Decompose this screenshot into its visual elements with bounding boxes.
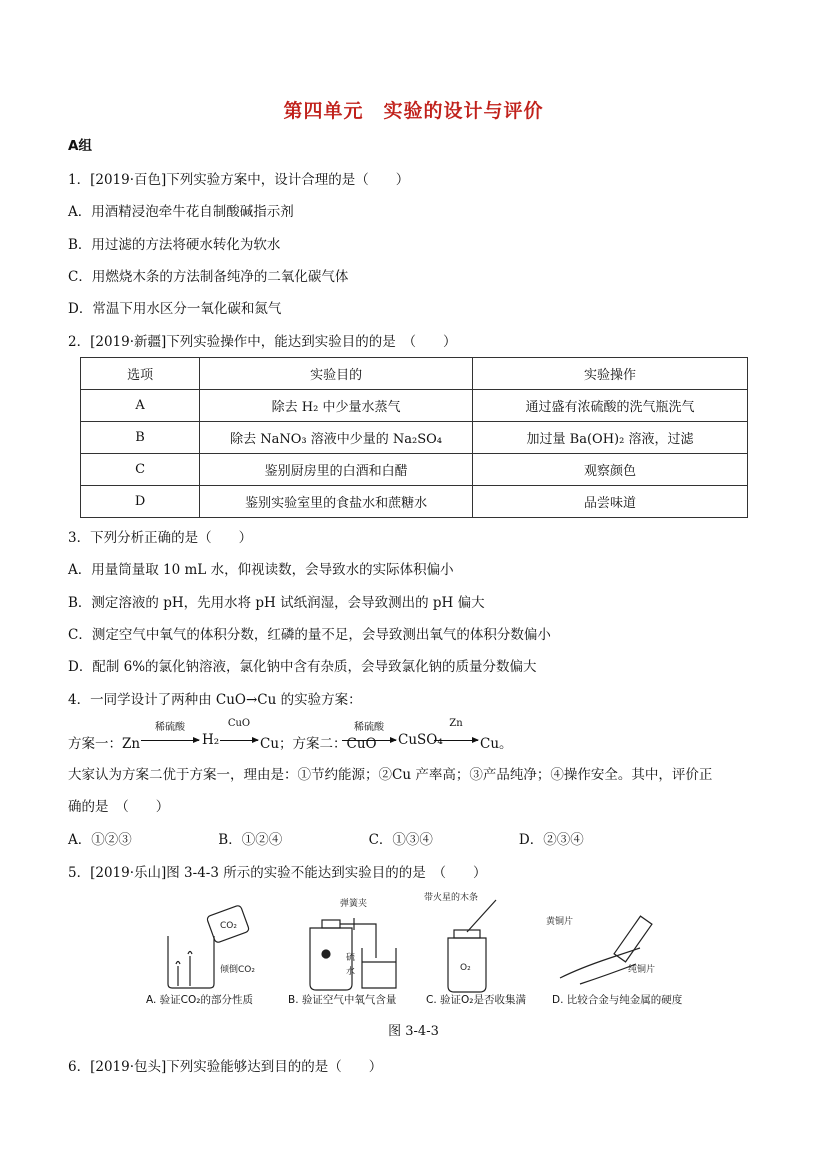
scheme-product: Cu。 (480, 736, 513, 752)
caption-a: A. 验证CO₂的部分性质 (146, 994, 253, 1006)
q4-option-d: D．②③④ (518, 832, 584, 848)
label-copper: 纯铜片 (628, 965, 656, 975)
figure-title: 图 3-4-3 (388, 1024, 439, 1039)
q3-option-b: B．测定溶液的 pH，先用水将 pH 试纸润湿，会导致测出的 pH 偏大 (68, 595, 485, 611)
q4-question: 确的是 （ ） (68, 799, 170, 815)
reaction-arrow-icon (342, 740, 396, 741)
beaker-icon (362, 948, 396, 988)
caption-c: C. 验证O₂是否收集满 (426, 994, 526, 1006)
q4-explanation: 大家认为方案二优于方案一，理由是：①节约能源；②Cu 产率高；③产品纯净；④操作安全。其中，评价正 (68, 767, 713, 783)
q1-option-b: B．用过滤的方法将硬水转化为软水 (68, 237, 281, 253)
table-cell: A (81, 390, 200, 422)
caption-b: B. 验证空气中氧气含量 (288, 994, 397, 1006)
scheme-reagent: Zn (449, 718, 463, 729)
flame-icon (188, 952, 192, 955)
table-header: 实验操作 (473, 358, 748, 390)
q5-stem: 5．[2019·乐山]图 3-4-3 所示的实验不能达到实验目的的是 （ ） (68, 865, 487, 881)
q1-option-d: D．常温下用水区分一氧化碳和氮气 (68, 301, 282, 317)
scheme-intermediate: H₂ (202, 732, 220, 748)
group-label: A组 (68, 138, 92, 154)
q3-option-d: D．配制 6%的氯化钠溶液，氯化钠中含有杂质，会导致氯化钠的质量分数偏大 (68, 659, 537, 675)
table-cell: D (81, 486, 200, 518)
table-cell: 鉴别厨房里的白酒和白醋 (200, 454, 473, 486)
q1-option-a: A．用酒精浸泡牵牛花自制酸碱指示剂 (68, 204, 294, 220)
stopper-icon (322, 920, 340, 928)
sulfur-icon (322, 950, 330, 958)
table-cell: 除去 H₂ 中少量水蒸气 (200, 390, 473, 422)
reaction-arrow-icon (434, 740, 478, 741)
reaction-arrow-icon (220, 740, 258, 741)
q2-table (80, 357, 748, 518)
q3-option-a: A．用量筒量取 10 mL 水，仰视读数，会导致水的实际体积偏小 (68, 562, 454, 578)
table-cell: 观察颜色 (473, 454, 748, 486)
q1-option-c: C．用燃烧木条的方法制备纯净的二氧化碳气体 (68, 269, 349, 285)
wooden-splint-icon (467, 900, 496, 932)
table-cell: 加过量 Ba(OH)₂ 溶液，过滤 (473, 422, 748, 454)
table-header-row (81, 358, 748, 390)
q4-stem: 4．一同学设计了两种由 CuO→Cu 的实验方案： (68, 692, 362, 708)
scheme-reagent: CuO (227, 718, 251, 729)
table-cell: B (81, 422, 200, 454)
scheme-intermediate: CuSO₄ (398, 732, 443, 748)
q6-stem: 6．[2019·包头]下列实验能够达到目的的是（ ） (68, 1059, 383, 1075)
label-water: 水 (346, 967, 356, 977)
scheme-reagent: 稀硫酸 (354, 722, 384, 733)
label-brass: 黄铜片 (546, 917, 574, 927)
page-title: 第四单元 实验的设计与评价 (283, 100, 544, 122)
q4-options (68, 828, 584, 848)
apparatus-a (168, 905, 250, 988)
table-header: 选项 (81, 358, 200, 390)
q3-stem: 3．下列分析正确的是（ ） (68, 530, 253, 546)
scheme-reagent: 稀硫酸 (155, 722, 185, 733)
table-cell: 通过盛有浓硫酸的洗气瓶洗气 (473, 390, 748, 422)
label-o2: O₂ (460, 963, 471, 973)
table-row (81, 422, 748, 454)
label-pour-co2: 倾倒CO₂ (220, 965, 255, 975)
apparatus-c (448, 900, 496, 992)
caption-d: D. 比较合金与纯金属的硬度 (552, 994, 683, 1006)
q3-option-c: C．测定空气中氧气的体积分数，红磷的量不足，会导致测出氧气的体积分数偏小 (68, 627, 551, 643)
q4-option-a: A．①②③ (68, 832, 132, 848)
table-row (81, 486, 748, 518)
table-row (81, 390, 748, 422)
table-cell: 品尝味道 (473, 486, 748, 518)
label-co2: CO₂ (220, 921, 237, 931)
label-splint: 带火星的木条 (424, 893, 479, 903)
q1-stem: 1．[2019·百色]下列实验方案中，设计合理的是（ ） (68, 172, 410, 188)
table-cell: 除去 NaNO₃ 溶液中少量的 Na₂SO₄ (200, 422, 473, 454)
q4-option-c: C．①③④ (368, 832, 433, 848)
scheme-product: Cu；方案二：CuO (260, 736, 377, 752)
table-cell: C (81, 454, 200, 486)
q2-stem: 2．[2019·新疆]下列实验操作中，能达到实验目的的是 （ ） (68, 334, 457, 350)
label-sulfur: 硫 (346, 953, 356, 963)
beaker-icon (168, 936, 214, 988)
table-cell: 鉴别实验室里的食盐水和蔗糖水 (200, 486, 473, 518)
scheme-start: 方案一：Zn (68, 736, 141, 752)
flame-icon (176, 962, 180, 965)
q4-option-b: B．①②④ (218, 832, 283, 848)
label-spring-clip: 弹簧夹 (340, 899, 368, 909)
table-header: 实验目的 (200, 358, 473, 390)
table-row (81, 454, 748, 486)
reaction-arrow-icon (141, 740, 199, 741)
